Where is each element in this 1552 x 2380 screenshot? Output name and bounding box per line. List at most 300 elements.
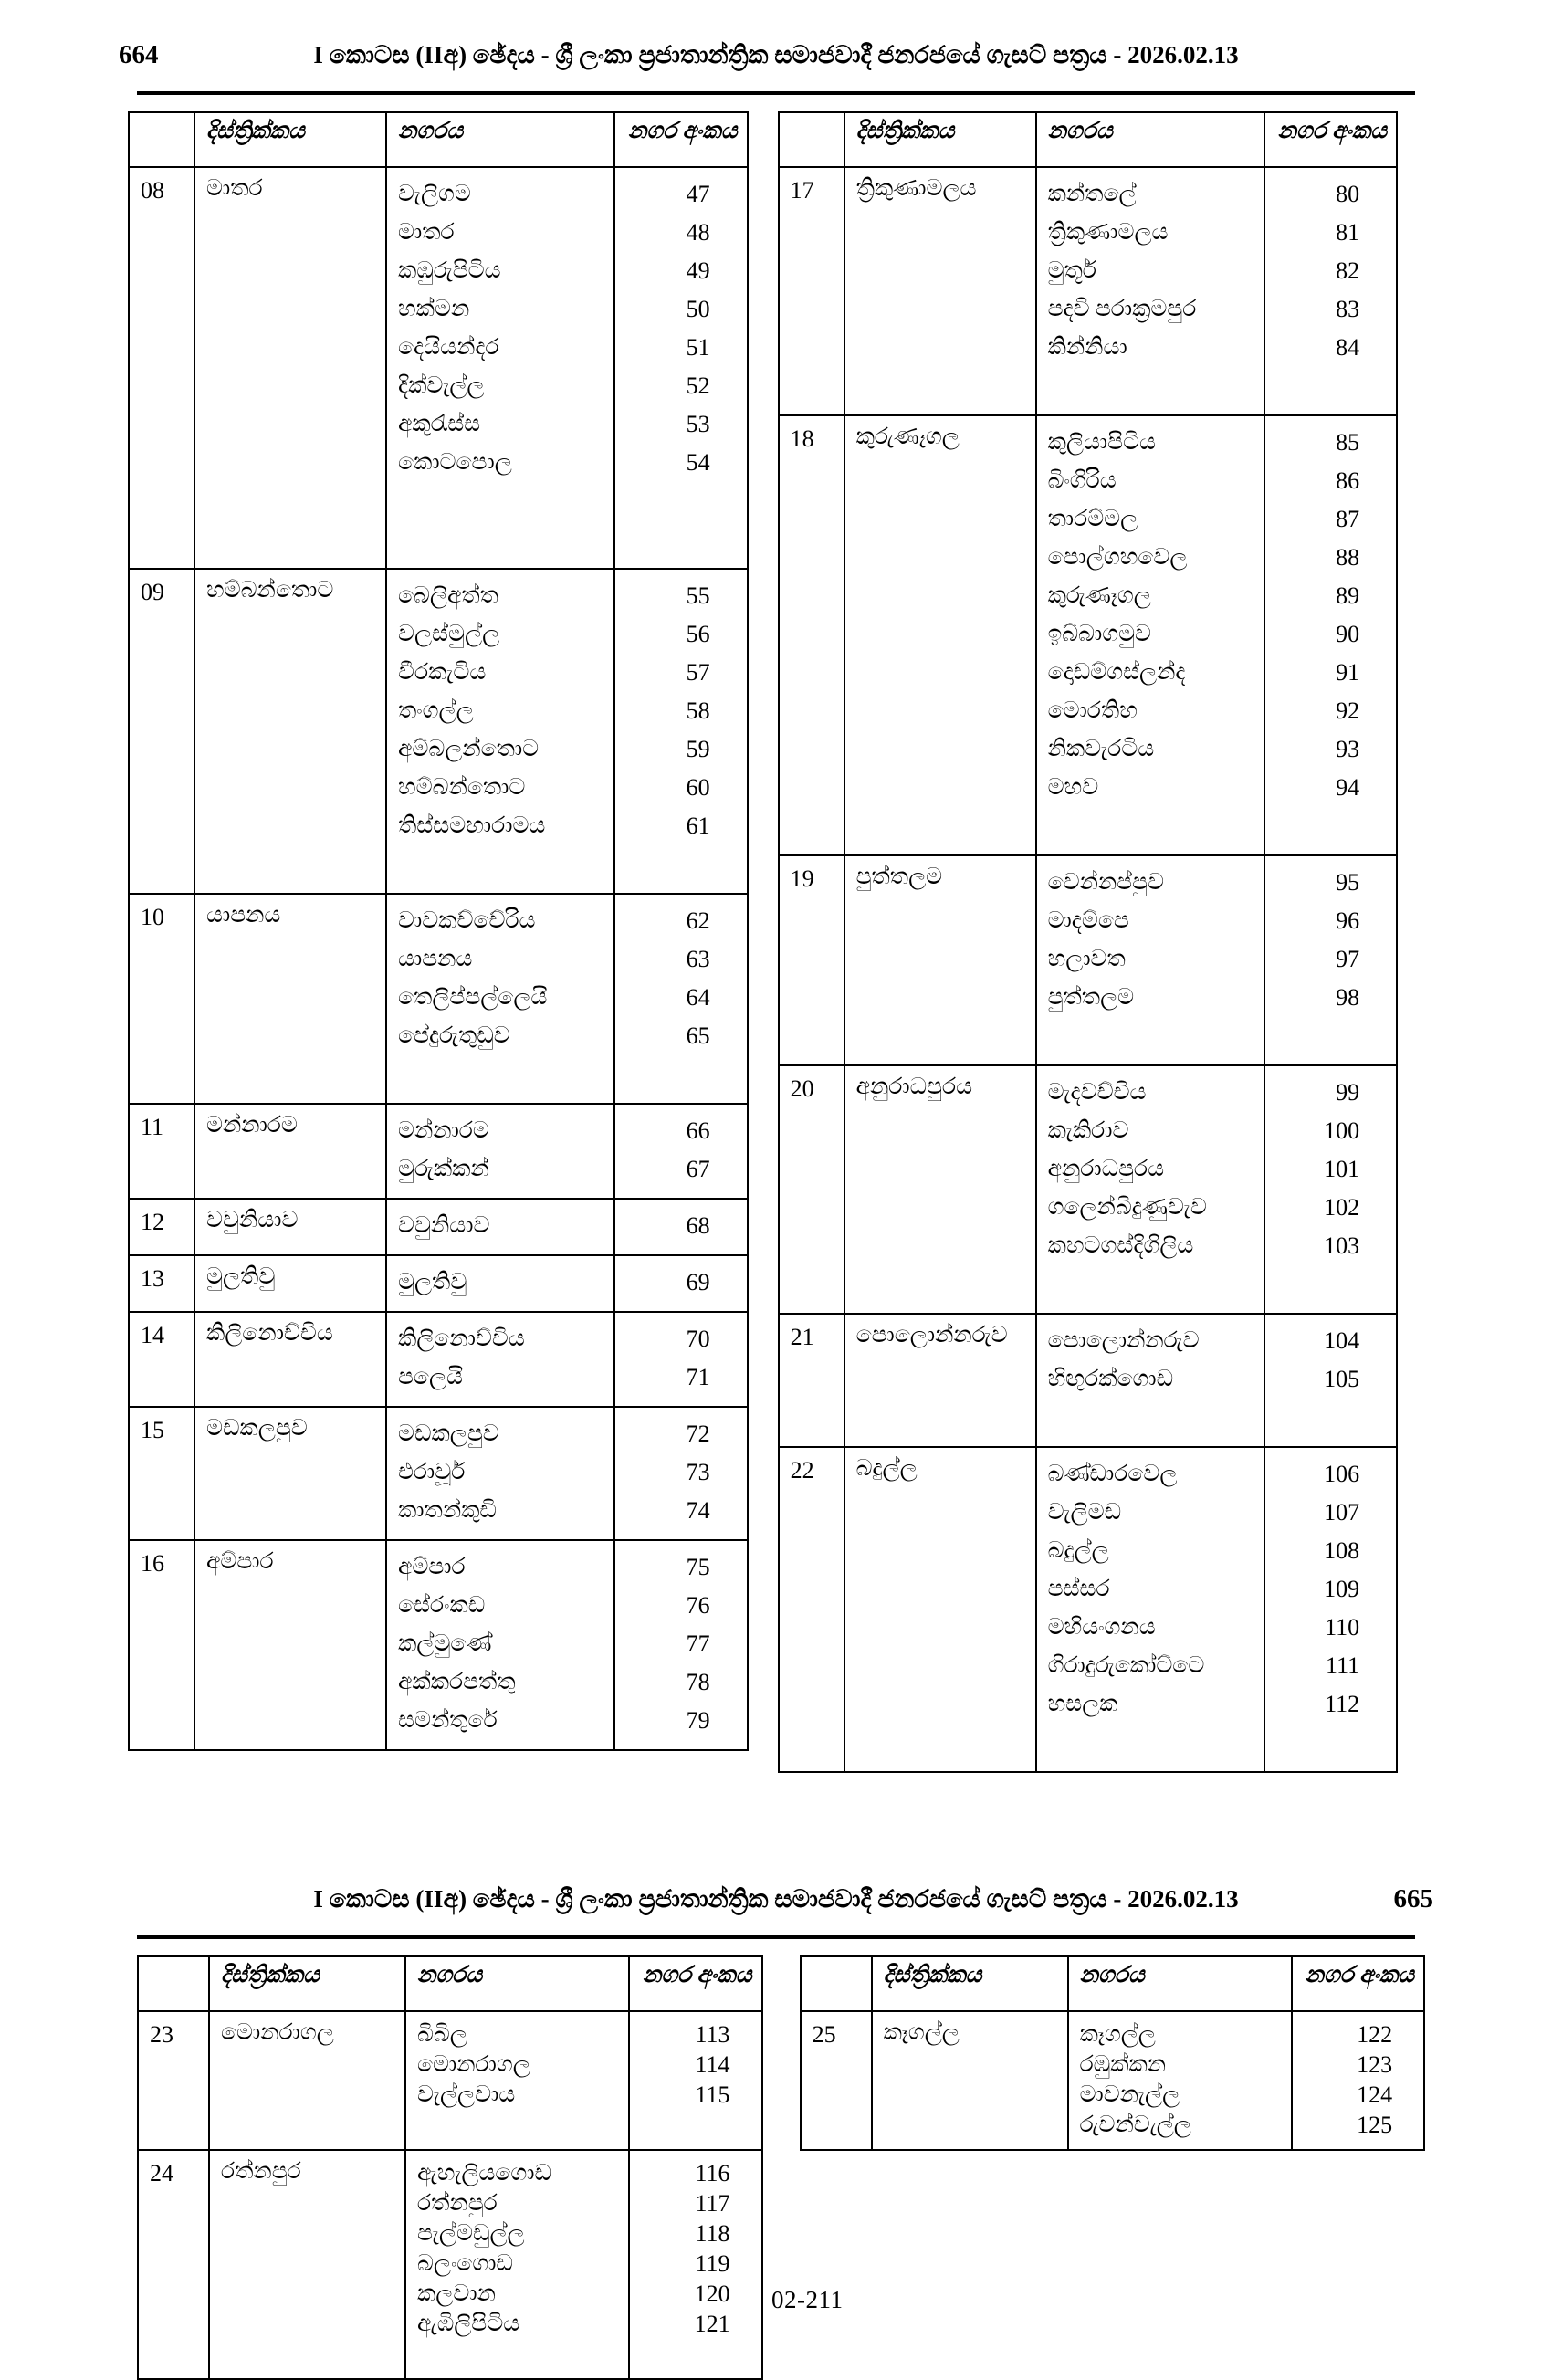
footer-code: 02-211 (771, 2286, 844, 2313)
city-number: 60 (686, 774, 710, 801)
city-name: රුවන්වැල්ල (1079, 2113, 1191, 2137)
city-number: 93 (1336, 736, 1360, 762)
city-list-spacer (1037, 367, 1264, 405)
district-city-table (137, 1955, 763, 2380)
city-list-spacer (387, 1055, 613, 1094)
city-name: අම්පාර (398, 1555, 466, 1579)
city-name: තාරම්මල (1047, 507, 1138, 531)
city-name: කහටගස්දිගිලිය (1047, 1233, 1194, 1258)
city-number: 112 (1325, 1691, 1360, 1717)
city-number: 97 (1336, 946, 1360, 972)
column-header-index (138, 1956, 209, 2011)
district-group-row (779, 1447, 1398, 1772)
city-name: වැලිමඩ (1047, 1500, 1122, 1525)
city-names-cell (1036, 167, 1264, 415)
district-group-row (138, 2150, 762, 2379)
city-names-cell (1036, 855, 1264, 1065)
city-name: කලවාන (417, 2281, 496, 2306)
city-number-list (1265, 424, 1397, 845)
district-name-cell: මාතර (194, 167, 386, 569)
district-name-cell: කිලිනොච්චිය (194, 1312, 386, 1407)
city-name: අනුරාධපුරය (1047, 1157, 1165, 1181)
city-number: 62 (686, 907, 710, 934)
city-number: 106 (1324, 1461, 1360, 1487)
city-number: 121 (694, 2311, 730, 2337)
city-name: පදවි පරාක්‍රමපුර (1047, 297, 1197, 321)
gazette-page (0, 1884, 1552, 2380)
city-number: 87 (1336, 506, 1360, 532)
city-numbers-cell (614, 167, 748, 569)
city-name: දෙයියන්දර (398, 335, 499, 360)
city-list (1037, 424, 1264, 845)
city-name: මොනරාගල (417, 2052, 530, 2077)
city-number-list (615, 1112, 747, 1189)
city-name: මහියංගනය (1047, 1615, 1156, 1640)
city-list-spacer (406, 2339, 628, 2369)
city-names-cell (1036, 1065, 1264, 1314)
city-name: මඩකලපුව (398, 1421, 499, 1446)
city-numbers-cell (614, 569, 748, 894)
city-names-cell (1068, 2011, 1292, 2150)
city-number: 85 (1336, 429, 1360, 456)
city-name: එරාවූර් (398, 1460, 466, 1484)
column-header-index (779, 112, 844, 167)
city-number-list-spacer (1265, 1265, 1397, 1304)
district-name-cell: හම්බන්තොට (194, 569, 386, 894)
district-group-row (779, 855, 1398, 1065)
header-rule (137, 1935, 1415, 1939)
district-city-table (800, 1955, 1426, 2151)
district-index-cell: 23 (138, 2011, 209, 2150)
city-numbers-cell (614, 894, 748, 1104)
district-index-cell: 09 (129, 569, 194, 894)
city-names-cell (1036, 1447, 1264, 1772)
city-name: මන්නාරම (398, 1118, 489, 1143)
district-group-row (129, 1407, 748, 1540)
city-list (1037, 864, 1264, 1055)
city-name: පොලොන්නරුව (1047, 1328, 1200, 1353)
city-number: 77 (686, 1630, 710, 1657)
city-number-list-spacer (1265, 1017, 1397, 1055)
district-group-row (129, 1255, 748, 1312)
city-number-list (630, 2158, 761, 2369)
city-names-cell (386, 1540, 614, 1750)
city-name: වාවකච්චේරිය (398, 908, 536, 933)
district-name-cell: මඩකලපුව (194, 1407, 386, 1540)
city-name: කඹුරුපිටිය (398, 258, 501, 283)
district-index-cell: 18 (779, 415, 844, 855)
city-name: බලංගොඩ (417, 2251, 513, 2276)
running-head-title: I කොටස (IIඅ) ඡේදය - ශ්‍රී ලංකා ප්‍රජාතාන්ත්‍රික සමාජවාදී ජනරජයේ ගැසට් පත්‍රය - 2026.02.13 (313, 41, 1239, 68)
district-index-cell: 22 (779, 1447, 844, 1772)
district-index-cell: 11 (129, 1104, 194, 1199)
city-number: 80 (1336, 181, 1360, 207)
city-number: 69 (686, 1269, 710, 1295)
city-names-cell (386, 1199, 614, 1255)
city-name: පොල්ගහවෙල (1047, 545, 1188, 570)
city-list (406, 2019, 628, 2140)
city-number: 123 (1357, 2051, 1393, 2078)
city-name: මුලතිවු (398, 1270, 467, 1295)
tables-container (0, 111, 1552, 1773)
table-header-row (138, 1956, 762, 2011)
city-number: 57 (686, 659, 710, 686)
city-number: 118 (695, 2220, 730, 2247)
city-name: පැල්මඩුල්ල (417, 2221, 525, 2246)
city-name: තෙලිප්පල්ලෙයි (398, 985, 548, 1010)
district-group-row (129, 1104, 748, 1199)
district-name-cell: කුරුණෑගල (844, 415, 1036, 855)
city-number: 111 (1326, 1652, 1360, 1679)
city-name: බිබිල (417, 2022, 467, 2047)
city-name: වැල්ලවාය (417, 2082, 516, 2107)
city-name: හක්මන (398, 297, 470, 321)
city-number-list (615, 577, 747, 884)
city-numbers-cell (629, 2150, 762, 2379)
city-list (387, 577, 613, 884)
city-number: 68 (686, 1212, 710, 1239)
district-index-cell: 12 (129, 1199, 194, 1255)
city-names-cell (386, 894, 614, 1104)
city-number: 74 (686, 1497, 710, 1524)
city-number: 59 (686, 736, 710, 762)
city-number: 54 (686, 449, 710, 476)
city-name: පලෙයි (398, 1365, 464, 1389)
city-number: 47 (686, 181, 710, 207)
column-header-city-number: නගර අංකය (1292, 1956, 1425, 2011)
city-numbers-cell (1264, 1065, 1398, 1314)
city-names-cell (386, 1255, 614, 1312)
city-list (387, 175, 613, 559)
city-number: 120 (694, 2280, 730, 2307)
city-names-cell (405, 2150, 629, 2379)
city-name: ඇහැලියගොඩ (417, 2161, 552, 2186)
running-head-inner (0, 40, 1552, 70)
city-number: 49 (686, 257, 710, 284)
city-name: කිලිනොච්චිය (398, 1326, 525, 1351)
page-number-left: 664 (119, 40, 159, 69)
city-name: හිඟුරක්ගොඩ (1047, 1367, 1174, 1391)
city-name: කොටපොල (398, 450, 512, 475)
page-number-left (119, 1884, 183, 1914)
city-number: 76 (686, 1592, 710, 1619)
column-header-city: නගරය (1068, 1956, 1292, 2011)
city-number-list-spacer (615, 482, 747, 520)
city-number-list-spacer (630, 2110, 761, 2140)
city-number: 64 (686, 984, 710, 1011)
city-numbers-cell (1264, 1314, 1398, 1447)
column-header-index (801, 1956, 872, 2011)
city-number: 71 (686, 1364, 710, 1390)
city-list (406, 2158, 628, 2369)
city-name: ඉබ්බාගමුව (1047, 622, 1152, 646)
city-name: නිකවැරටිය (1047, 737, 1155, 761)
column-header-city-number: නගර අංකය (614, 112, 748, 167)
district-index-cell: 08 (129, 167, 194, 569)
district-group-row (801, 2011, 1425, 2150)
city-numbers-cell (1264, 855, 1398, 1065)
city-number-list-spacer (630, 2339, 761, 2369)
city-list (1037, 1074, 1264, 1304)
table-header-row (801, 1956, 1425, 2011)
city-name: හම්බන්තොට (398, 775, 526, 800)
city-number: 65 (686, 1022, 710, 1049)
district-index-cell: 15 (129, 1407, 194, 1540)
city-numbers-cell (614, 1407, 748, 1540)
city-number: 67 (686, 1156, 710, 1182)
district-name-cell: රත්නපුර (209, 2150, 405, 2379)
city-name: වලස්මුල්ල (398, 622, 500, 646)
city-numbers-cell (1264, 415, 1398, 855)
city-number: 104 (1324, 1327, 1360, 1354)
district-index-cell: 17 (779, 167, 844, 415)
city-list-spacer (387, 482, 613, 520)
city-number: 58 (686, 697, 710, 724)
city-numbers-cell (614, 1312, 748, 1407)
city-number: 83 (1336, 296, 1360, 322)
column-header-city: නගරය (386, 112, 614, 167)
district-city-table (128, 111, 749, 1751)
city-name: මාවනැල්ල (1079, 2082, 1180, 2107)
city-number: 79 (686, 1707, 710, 1734)
district-name-cell: අම්පාර (194, 1540, 386, 1750)
district-index-cell: 19 (779, 855, 844, 1065)
column-header-district: දිස්ත්‍රික්කය (844, 112, 1036, 167)
district-name-cell: මන්නාරම (194, 1104, 386, 1199)
district-name-cell: පොලොන්නරුව (844, 1314, 1036, 1447)
city-list (387, 902, 613, 1094)
city-number: 51 (686, 334, 710, 361)
city-numbers-cell (614, 1104, 748, 1199)
city-name: මුතූර් (1047, 258, 1096, 283)
city-list (387, 1320, 613, 1397)
city-name: වෙන්නප්පුව (1047, 870, 1164, 895)
district-name-cell: මුලතිවු (194, 1255, 386, 1312)
city-name: මාදම්පෙ (1047, 908, 1129, 933)
city-list (1069, 2019, 1291, 2140)
city-list-spacer (1037, 807, 1264, 845)
city-name: බෙලිඅත්ත (398, 583, 498, 608)
district-name-cell: බදුල්ල (844, 1447, 1036, 1772)
city-name: මහව (1047, 775, 1099, 800)
city-names-cell (386, 1104, 614, 1199)
district-index-cell: 25 (801, 2011, 872, 2150)
city-number: 105 (1324, 1366, 1360, 1392)
city-number: 53 (686, 411, 710, 437)
district-group-row (138, 2011, 762, 2150)
district-group-row (779, 167, 1398, 415)
district-group-row (129, 1540, 748, 1750)
city-numbers-cell (1264, 167, 1398, 415)
district-group-row (129, 1199, 748, 1255)
city-list-spacer (1037, 1265, 1264, 1304)
city-number: 98 (1336, 984, 1360, 1011)
city-number: 113 (695, 2021, 730, 2048)
district-group-row (779, 1065, 1398, 1314)
city-list-spacer (387, 520, 613, 559)
city-number: 124 (1357, 2081, 1393, 2108)
district-name-cell: මොනරාගල (209, 2011, 405, 2150)
city-number: 78 (686, 1669, 710, 1695)
city-name: කාතන්කුඩි (398, 1498, 497, 1523)
district-name-cell: යාපනය (194, 894, 386, 1104)
city-number: 84 (1336, 334, 1360, 361)
city-number: 90 (1336, 621, 1360, 647)
city-name: බිංගිරිය (1047, 468, 1117, 493)
city-number: 94 (1336, 774, 1360, 801)
city-name: ත්‍රිකුණාමලය (1047, 220, 1169, 245)
city-number: 101 (1324, 1156, 1360, 1182)
city-number: 107 (1324, 1499, 1360, 1526)
city-name: පුත්තලම (1047, 985, 1135, 1010)
city-list-spacer (1037, 1724, 1264, 1762)
city-number: 96 (1336, 907, 1360, 934)
column-header-district: දිස්ත්‍රික්කය (872, 1956, 1068, 2011)
city-number-list (615, 1320, 747, 1397)
city-number: 108 (1324, 1537, 1360, 1564)
city-number: 50 (686, 296, 710, 322)
city-number: 119 (695, 2250, 730, 2277)
running-head-inner (0, 1884, 1552, 1914)
running-head (0, 40, 1552, 84)
district-group-row (129, 167, 748, 569)
city-number-list (1293, 2019, 1424, 2140)
district-index-cell: 16 (129, 1540, 194, 1750)
city-number-list-spacer (1265, 807, 1397, 845)
district-group-row (129, 1312, 748, 1407)
city-list (1037, 1455, 1264, 1762)
city-name: ඇඹිලිපිටිය (417, 2312, 520, 2336)
city-number: 75 (686, 1554, 710, 1580)
city-name: මැදවච්චිය (1047, 1080, 1147, 1105)
page-number-right: 665 (1393, 1884, 1433, 1913)
district-index-cell: 21 (779, 1314, 844, 1447)
city-number: 109 (1324, 1576, 1360, 1602)
city-names-cell (386, 1312, 614, 1407)
table-header-row (779, 112, 1398, 167)
district-group-row (779, 1314, 1398, 1447)
district-index-cell: 13 (129, 1255, 194, 1312)
city-number: 116 (695, 2160, 730, 2186)
district-name-cell: අනුරාධපුරය (844, 1065, 1036, 1314)
city-name: සේරංකඩ (398, 1593, 486, 1618)
city-numbers-cell (1264, 1447, 1398, 1772)
city-name: රත්නපුර (417, 2191, 498, 2216)
city-name: වීරකැටිය (398, 660, 487, 685)
city-number: 114 (695, 2051, 730, 2078)
city-numbers-cell (614, 1255, 748, 1312)
city-number: 72 (686, 1421, 710, 1447)
city-name: පේදුරුතුඩුව (398, 1023, 510, 1048)
city-name: මොරතිහ (1047, 698, 1138, 723)
city-number: 82 (1336, 257, 1360, 284)
city-names-cell (1036, 1314, 1264, 1447)
city-name: කුරුණෑගල (1047, 583, 1151, 608)
city-name: කෑගල්ල (1079, 2022, 1156, 2047)
city-number-list-spacer (1265, 1399, 1397, 1437)
city-number-list-spacer (1265, 1724, 1397, 1762)
city-number: 61 (686, 813, 710, 839)
city-numbers-cell (614, 1199, 748, 1255)
column-header-city-number: නගර අංකය (1264, 112, 1398, 167)
city-name: රඹුක්කන (1079, 2052, 1167, 2077)
city-number: 117 (695, 2190, 730, 2217)
city-number-list (615, 1415, 747, 1530)
running-head-title: I කොටස (IIඅ) ඡේදය - ශ්‍රී ලංකා ප්‍රජාතාන්ත්‍රික සමාජවාදී ජනරජයේ ගැසට් පත්‍රය - 2026.02.13 (313, 1885, 1239, 1913)
city-name: අම්බලන්තොට (398, 737, 540, 761)
city-number-list-spacer (615, 845, 747, 884)
city-name: වැලිගම (398, 182, 471, 206)
column-header-city-number: නගර අංකය (629, 1956, 762, 2011)
city-list (387, 1112, 613, 1189)
city-number-list (615, 1548, 747, 1740)
city-name: මාතර (398, 220, 455, 245)
page-number-right (1369, 40, 1433, 70)
city-name: යාපනය (398, 947, 473, 971)
column-header-city: නගරය (1036, 112, 1264, 167)
city-number-list-spacer (615, 1055, 747, 1094)
city-number: 52 (686, 372, 710, 399)
city-number: 91 (1336, 659, 1360, 686)
city-name: අක්කරපත්තු (398, 1670, 516, 1694)
city-number-list (630, 2019, 761, 2140)
header-rule (137, 91, 1415, 95)
city-name: දික්වැල්ල (398, 373, 485, 398)
city-name: හසලක (1047, 1692, 1118, 1716)
city-name: දොඩම්ගස්ලන්ද (1047, 660, 1186, 685)
district-index-cell: 14 (129, 1312, 194, 1407)
city-number: 63 (686, 946, 710, 972)
city-list-spacer (1037, 1399, 1264, 1437)
city-number: 88 (1336, 544, 1360, 571)
city-name: කින්නියා (1047, 335, 1127, 360)
city-number: 102 (1324, 1194, 1360, 1221)
column-header-district: දිස්ත්‍රික්කය (209, 1956, 405, 2011)
district-group-row (129, 894, 748, 1104)
city-name: මුරුක්කන් (398, 1157, 489, 1181)
city-names-cell (405, 2011, 629, 2150)
city-number-list (615, 175, 747, 559)
city-list (1037, 175, 1264, 405)
city-number: 86 (1336, 467, 1360, 494)
city-number: 70 (686, 1326, 710, 1352)
district-index-cell: 20 (779, 1065, 844, 1314)
table-header-row (129, 112, 748, 167)
city-number: 56 (686, 621, 710, 647)
city-name: පස්සර (1047, 1577, 1110, 1601)
city-number-list (1265, 1455, 1397, 1762)
city-name: අකුරැස්ස (398, 412, 481, 436)
city-name: ගිරාදුරුකෝට්ටෙ (1047, 1653, 1205, 1678)
city-number: 55 (686, 582, 710, 609)
district-group-row (129, 569, 748, 894)
city-list (387, 1207, 613, 1245)
city-numbers-cell (629, 2011, 762, 2150)
district-name-cell: පුත්තලම (844, 855, 1036, 1065)
district-group-row (779, 415, 1398, 855)
city-list (387, 1263, 613, 1302)
city-names-cell (386, 569, 614, 894)
city-numbers-cell (1292, 2011, 1425, 2150)
city-name: වවුනියාව (398, 1213, 490, 1238)
city-number-list (1265, 175, 1397, 405)
city-number: 103 (1324, 1232, 1360, 1259)
city-number: 122 (1357, 2021, 1393, 2048)
city-name: බණ්ඩාරවෙල (1047, 1462, 1178, 1486)
city-number: 73 (686, 1459, 710, 1485)
city-name: තිස්සමහාරාමය (398, 813, 546, 838)
city-number-list (1265, 1322, 1397, 1437)
